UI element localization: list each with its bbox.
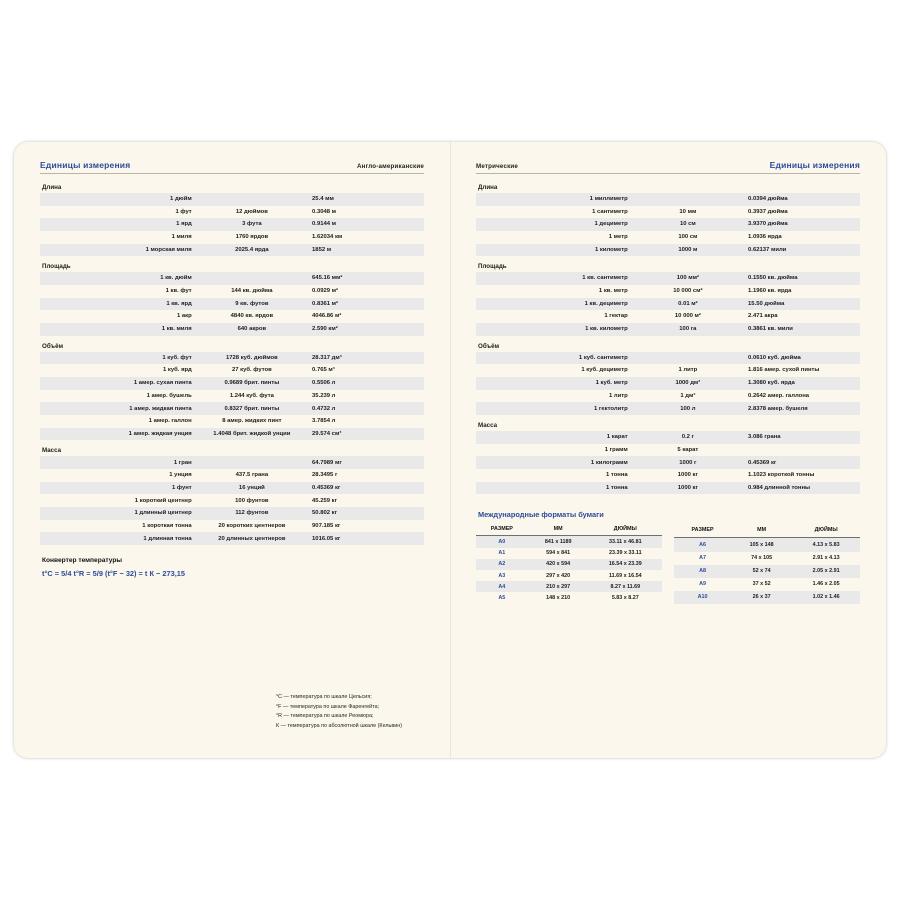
table-cell: 3.086 грана (744, 431, 860, 444)
table-row (476, 352, 860, 365)
table-cell: 1 кв. сантиметр (476, 272, 632, 285)
right-header-title: Единицы измерения (769, 160, 860, 170)
table-row (674, 538, 860, 552)
table-row (476, 570, 662, 581)
table-row (476, 310, 860, 323)
table-cell: 0.0929 м² (312, 288, 339, 295)
table-cell: 1.02 x 1.46 (792, 591, 860, 604)
table-cell: 74 x 105 (751, 555, 773, 562)
table-cell: 1 килограмм (476, 456, 632, 469)
temperature-title: Конвертер температуры (42, 557, 123, 565)
table-cell: 1 гектар (604, 313, 628, 320)
table-cell: 3 фута (196, 218, 308, 231)
table-row (40, 377, 424, 390)
table-cell: 100 л (632, 402, 744, 415)
paper-table-left (476, 523, 662, 603)
table-cell: 0.1550 кв. дюйма (744, 272, 860, 285)
table-cell: 0.765 м³ (312, 367, 335, 374)
table-cell: A7 (699, 555, 706, 562)
table-cell: 1016.05 кг (308, 532, 424, 545)
table-cell: 1.4048 брит. жидкой унции (196, 428, 308, 441)
table-row (476, 231, 860, 244)
table-cell: 0.45369 кг (744, 456, 860, 469)
table-cell: 10 000 см² (673, 288, 703, 295)
table-row (40, 415, 424, 428)
table-cell: 5 карат (677, 446, 699, 453)
table-row (476, 581, 662, 592)
table-row (40, 244, 424, 257)
table-cell: 1 унция (169, 472, 192, 479)
table-cell: 640 акров (196, 323, 308, 336)
unit-conversion-table (40, 193, 424, 256)
table-row (40, 323, 424, 336)
unit-conversion-table (40, 352, 424, 441)
table-cell: 0.2 г (632, 431, 744, 444)
table-cell: 1 ярд (40, 218, 196, 231)
table-cell: 37 x 52 (752, 581, 771, 588)
table-cell: 1 дм³ (680, 392, 696, 399)
table-cell: 1000 г (632, 456, 744, 469)
table-cell: 1 миля (171, 234, 192, 241)
table-cell: 1 короткая тонна (142, 522, 192, 529)
unit-conversion-table (476, 193, 860, 256)
table-cell: 1 километр (476, 244, 632, 257)
table-cell: 27 куб. футов (231, 367, 272, 374)
table-cell: 10 мм (679, 208, 697, 215)
table-cell: 1.1023 короткой тонны (748, 472, 815, 479)
right-page (450, 142, 886, 758)
table-row (476, 364, 860, 377)
temperature-note: К — температура по абсолютной шкале (Кельвин) (276, 722, 402, 729)
temperature-note: °F — температура по шкале Фаренгейта; (276, 703, 380, 710)
table-cell: 1 кв. фут (165, 288, 192, 295)
table-cell: 35.239 л (312, 392, 336, 399)
table-cell: 1 дециметр (476, 218, 632, 231)
table-cell: 1 кв. миля (40, 323, 196, 336)
table-row (40, 402, 424, 415)
table-row (476, 298, 860, 311)
table-cell: 112 фунтов (196, 507, 308, 520)
unit-group-title: Длина (42, 184, 62, 191)
table-cell: 2.91 x 4.13 (812, 555, 840, 562)
table-row (476, 456, 860, 469)
table-cell: 1 метр (608, 234, 628, 241)
table-cell: 1 амер. жидкая унция (40, 428, 196, 441)
table-row (476, 244, 860, 257)
table-row (40, 482, 424, 495)
table-row (40, 272, 424, 285)
table-cell: 105 x 148 (731, 538, 792, 552)
table-cell: A10 (674, 591, 731, 604)
table-cell: 1 амер. бушель (146, 392, 192, 399)
table-cell: 1.244 куб. фута (229, 392, 274, 399)
left-page (14, 142, 450, 758)
table-row (476, 444, 860, 457)
table-row (674, 578, 860, 591)
table-cell: 16.54 x 23.39 (589, 559, 662, 570)
table-row (476, 469, 860, 482)
table-cell: 1 кв. метр (598, 288, 628, 295)
table-cell: 1 карат (476, 431, 632, 444)
table-cell: 1 кв. километр (476, 323, 632, 336)
table-cell: 1 кв. дециметр (476, 298, 632, 311)
table-cell: 1000 кг (677, 472, 698, 479)
unit-group-title: Масса (478, 422, 498, 430)
table-cell: 0.9689 брит. пинты (196, 377, 308, 390)
table-cell: 0.3937 дюйма (748, 208, 788, 215)
table-cell: 1 кв. дюйм (40, 272, 196, 285)
table-cell: 2.05 x 2.91 (792, 565, 860, 578)
table-cell: A5 (498, 594, 506, 601)
table-cell: 1.816 амер. сухой пинты (748, 367, 820, 374)
table-row (476, 402, 860, 415)
table-row (674, 565, 860, 578)
table-cell: 1000 кг (632, 482, 744, 495)
table-cell: 26 x 37 (731, 591, 792, 604)
table-cell: 52 x 74 (731, 565, 792, 578)
table-row (476, 285, 860, 298)
table-row (476, 559, 662, 570)
table-cell: 10 000 м² (674, 313, 701, 320)
paper-column-header: ДЮЙМЫ (589, 523, 662, 536)
unit-conversion-table (40, 272, 424, 335)
table-cell: 1 куб. сантиметр (476, 352, 632, 365)
open-book-spread (14, 142, 886, 758)
table-cell: 2.471 акра (748, 313, 778, 320)
table-cell: 23.39 x 33.11 (608, 550, 642, 557)
table-cell: 0.01 м² (632, 298, 744, 311)
table-row (476, 206, 860, 219)
table-cell: 1 дюйм (40, 193, 196, 206)
table-cell: 1852 м (308, 244, 424, 257)
table-cell: 645.16 мм² (308, 272, 424, 285)
table-cell: 144 кв. дюйма (231, 288, 273, 295)
table-cell: 907.185 кг (312, 522, 341, 529)
paper-header-row (476, 523, 662, 536)
table-cell: 1 куб. дециметр (581, 367, 628, 374)
table-cell (196, 456, 308, 469)
table-cell: 3.7854 л (312, 418, 336, 425)
paper-formats-tables (476, 523, 860, 603)
paper-column-header: РАЗМЕР (476, 523, 528, 536)
table-row (476, 431, 860, 444)
table-row (674, 591, 860, 604)
table-cell: 45.259 кг (312, 497, 338, 504)
temperature-notes (276, 694, 446, 732)
paper-column-header: ДЮЙМЫ (792, 523, 860, 538)
paper-header-row (674, 523, 860, 538)
table-cell: 0.984 длинной тонны (744, 482, 860, 495)
table-cell: 29.574 см³ (308, 428, 424, 441)
unit-conversion-table (476, 352, 860, 415)
paper-column-header: ММ (731, 523, 792, 538)
table-cell: 297 x 420 (546, 572, 571, 579)
table-cell: 0.8327 брит. пинты (196, 402, 308, 415)
table-cell: 1 фунт (40, 482, 196, 495)
table-row (40, 456, 424, 469)
table-cell: 20 длинных центнеров (196, 532, 308, 545)
table-cell: 2.8378 амер. бушеля (744, 402, 860, 415)
unit-conversion-table (476, 272, 860, 335)
table-cell: 420 x 594 (528, 559, 589, 570)
table-cell: 1 амер. галлон (148, 418, 192, 425)
table-cell: 1 литр (608, 392, 628, 399)
table-cell: 100 га (632, 323, 744, 336)
table-cell: 0.5506 л (308, 377, 424, 390)
table-cell: 1000 м (632, 244, 744, 257)
table-cell: 0.4732 л (308, 402, 424, 415)
table-cell: 841 x 1189 (528, 536, 589, 548)
table-cell: 100 мм² (632, 272, 744, 285)
table-cell: 16 унций (196, 482, 308, 495)
table-cell: 1 амер. жидкая пинта (40, 402, 196, 415)
table-cell: 25.4 мм (308, 193, 424, 206)
table-row (476, 548, 662, 559)
table-cell: 9 кв. футов (196, 298, 308, 311)
unit-group-title: Площадь (478, 263, 507, 271)
table-cell: 0.45369 кг (308, 482, 424, 495)
table-cell: 148 x 210 (546, 594, 571, 601)
temperature-note: °C — температура по шкале Цельсия; (276, 694, 372, 700)
table-row (476, 193, 860, 206)
table-row (476, 536, 662, 548)
table-cell: A4 (476, 581, 528, 592)
table-row (40, 469, 424, 482)
table-row (476, 218, 860, 231)
table-row (40, 390, 424, 403)
left-unit-groups (40, 184, 424, 545)
table-cell: 594 x 841 (546, 550, 571, 557)
table-cell: 1760 ярдов (235, 234, 269, 241)
table-cell: 1000 дм³ (632, 377, 744, 390)
table-cell: 0.9144 м (308, 218, 424, 231)
table-cell (744, 444, 860, 457)
table-cell: 4.13 x 5.83 (792, 538, 860, 552)
table-cell: 1 сантиметр (592, 208, 628, 215)
temperature-converter (40, 557, 424, 578)
table-row (40, 298, 424, 311)
table-cell: 1 акр (176, 313, 192, 320)
table-cell: 1 фут (175, 208, 192, 215)
unit-group-title: Масса (42, 447, 62, 455)
table-cell (196, 193, 308, 206)
temperature-note: °R — температура по шкале Реомюра; (276, 713, 374, 720)
table-row (476, 482, 860, 495)
table-cell: 1 литр (678, 367, 698, 374)
unit-conversion-table (476, 431, 860, 494)
table-cell: 1 куб. фут (40, 352, 196, 365)
table-cell: 11.69 x 16.54 (608, 572, 642, 579)
table-cell: 0.62137 мили (744, 244, 860, 257)
table-cell: 1 тонна (605, 472, 628, 479)
table-cell: 1 грамм (604, 446, 628, 453)
table-row (40, 532, 424, 545)
temperature-formula: t°C = 5/4 t°R = 5/9 (t°F − 32) = t К − 273,15 (42, 569, 185, 579)
table-row (40, 494, 424, 507)
table-cell: 1 куб. ярд (163, 367, 192, 374)
table-cell: 1 кв. ярд (40, 298, 196, 311)
unit-group-title: Площадь (42, 263, 71, 271)
table-cell: 1 гран (40, 456, 196, 469)
table-cell: A8 (674, 565, 731, 578)
table-row (40, 310, 424, 323)
unit-conversion-table (40, 456, 424, 545)
table-cell: 100 фунтов (235, 497, 269, 504)
left-header-title: Единицы измерения (40, 160, 131, 170)
table-cell: 0.0394 дюйма (744, 193, 860, 206)
table-cell: 1 тонна (476, 482, 632, 495)
table-cell: 1.3080 куб. ярда (744, 377, 860, 390)
table-row (674, 552, 860, 565)
paper-column-header: РАЗМЕР (674, 523, 731, 538)
table-cell: 20 коротких центнеров (218, 522, 286, 529)
table-cell: 100 см (678, 234, 698, 241)
table-cell: 12 дюймов (235, 208, 268, 215)
table-cell: 10 см (632, 218, 744, 231)
table-row (476, 323, 860, 336)
table-cell: 210 x 297 (528, 581, 589, 592)
table-cell: 1.1960 кв. ярда (748, 288, 792, 295)
table-row (476, 272, 860, 285)
table-cell: 1 куб. метр (476, 377, 632, 390)
table-cell: 1728 куб. дюймов (196, 352, 308, 365)
table-cell: 64.7989 мг (308, 456, 424, 469)
table-cell: 1 длинная тонна (40, 532, 196, 545)
table-row (40, 507, 424, 520)
table-cell: A2 (476, 559, 528, 570)
right-page-header (476, 160, 860, 174)
table-cell: 5.83 x 8.27 (611, 594, 639, 601)
table-cell: 4840 кв. ярдов (230, 313, 274, 320)
table-row (40, 364, 424, 377)
table-cell: 0.8361 м² (308, 298, 424, 311)
table-cell: 1.0936 ярда (748, 234, 782, 241)
table-cell: 8 амер. жидких пинт (222, 418, 282, 425)
table-cell: A3 (498, 572, 506, 579)
table-cell: 0.2642 амер. галлона (748, 392, 810, 399)
table-cell: A1 (498, 550, 506, 557)
table-row (476, 592, 662, 603)
table-row (40, 231, 424, 244)
table-cell (196, 272, 308, 285)
table-row (476, 377, 860, 390)
unit-group-title: Объём (42, 342, 64, 350)
table-cell: 15.50 дюйма (744, 298, 860, 311)
table-row (40, 520, 424, 533)
table-cell: 1 миллиметр (476, 193, 632, 206)
table-row (40, 206, 424, 219)
table-cell: 1 морская миля (40, 244, 196, 257)
table-row (476, 390, 860, 403)
table-cell: 1 амер. сухая пинта (40, 377, 196, 390)
table-cell: 2025.4 ярда (196, 244, 308, 257)
table-cell: 50.802 кг (308, 507, 424, 520)
right-unit-groups (476, 184, 860, 494)
unit-group-title: Объём (478, 342, 500, 350)
paper-formats-title: Международные форматы бумаги (478, 510, 604, 520)
table-cell: 0.3048 м (312, 208, 337, 215)
table-cell: 1.62034 км (312, 234, 343, 241)
left-page-header (40, 160, 424, 174)
table-cell: 3.9370 дюйма (744, 218, 860, 231)
table-cell: 1.46 x 2.05 (812, 581, 840, 588)
table-cell: 0.3861 кв. мили (744, 323, 860, 336)
table-cell: 437.5 грана (235, 472, 269, 479)
paper-column-header: ММ (528, 523, 589, 536)
table-cell: 28.317 дм³ (308, 352, 424, 365)
table-cell: A6 (674, 538, 731, 552)
table-cell (632, 193, 744, 206)
table-row (40, 218, 424, 231)
table-cell: 4046.86 м² (312, 313, 342, 320)
right-header-subtitle: Метрические (476, 163, 519, 170)
table-cell: 1 гектолитр (476, 402, 632, 415)
table-cell: 0.0610 куб. дюйма (744, 352, 860, 365)
table-cell: 1 длинный центнер (40, 507, 196, 520)
unit-group-title: Длина (478, 184, 498, 191)
paper-table-right (674, 523, 860, 603)
left-header-subtitle: Англо-американские (356, 163, 424, 170)
table-row (40, 352, 424, 365)
table-cell: 28.3495 г (312, 472, 338, 479)
table-cell: 1 короткий центнер (134, 497, 192, 504)
table-cell: 8.27 x 11.69 (589, 581, 662, 592)
table-row (40, 193, 424, 206)
table-cell (632, 352, 744, 365)
table-cell: 2.590 км² (308, 323, 424, 336)
table-cell: 33.11 x 46.81 (589, 536, 662, 548)
table-row (40, 285, 424, 298)
table-cell: A0 (476, 536, 528, 548)
table-row (40, 428, 424, 441)
table-cell: A9 (699, 581, 706, 588)
